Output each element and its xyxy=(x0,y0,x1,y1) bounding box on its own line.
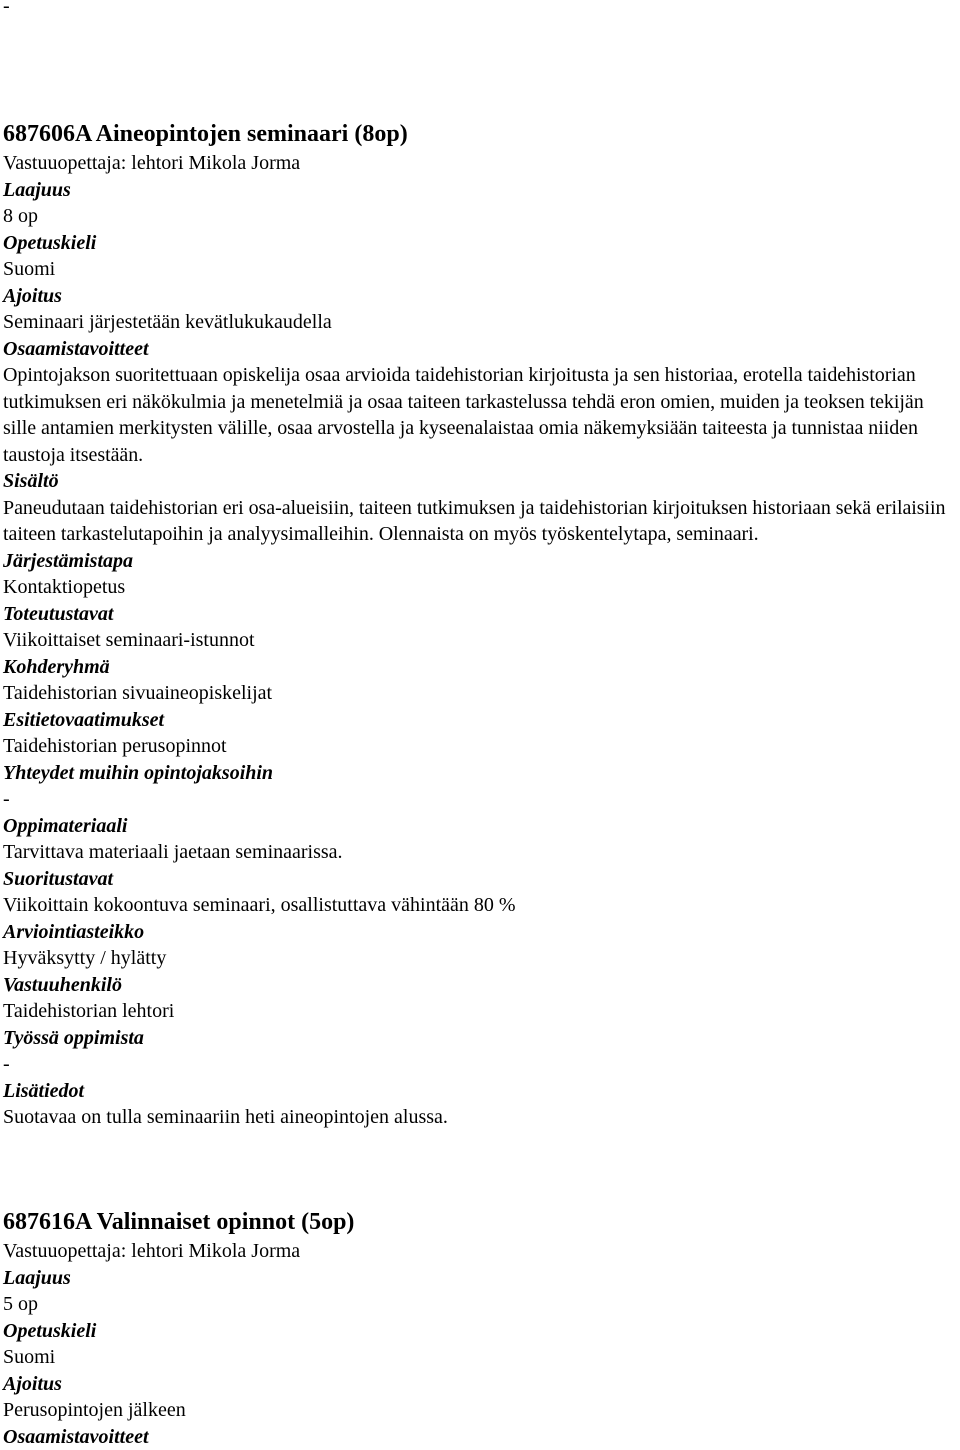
field-value-laajuus: 8 op xyxy=(3,203,957,230)
field-value-yhteydet: - xyxy=(3,786,957,813)
field-value-opetuskieli: Suomi xyxy=(3,256,957,283)
field-label-vastuuhenkilo: Vastuuhenkilö xyxy=(3,972,957,999)
course-section-687606a xyxy=(3,119,957,1131)
course-title: 687606A Aineopintojen seminaari (8op) xyxy=(3,119,957,149)
field-label-lisatiedot: Lisätiedot xyxy=(3,1078,957,1105)
responsible-teacher: Vastuuopettaja: lehtori Mikola Jorma xyxy=(3,150,957,177)
field-label-laajuus: Laajuus xyxy=(3,1265,957,1292)
field-value-opetuskieli: Suomi xyxy=(3,1344,957,1371)
field-label-ajoitus: Ajoitus xyxy=(3,283,957,310)
page-top-dash: - xyxy=(3,0,10,20)
field-label-arviointiasteikko: Arviointiasteikko xyxy=(3,919,957,946)
field-value-lisatiedot: Suotavaa on tulla seminaariin heti aineopintojen alussa. xyxy=(3,1104,957,1131)
field-label-osaamistavoitteet: Osaamistavoitteet xyxy=(3,336,957,363)
field-value-osaamistavoitteet: Opintojakson suoritettuaan opiskelija osaa arvioida taidehistorian kirjoitusta ja sen historiaa, erotella taidehistorian tutkimuksen eri näkökulmia ja menetelmiä ja osaa taiteen tarkastelussa tehdä eron omien, muiden ja teoksen tekijän sille antamien merkitysten välille, osaa arvostella ja kyseenalaistaa omia näkemyksiään taiteesta ja tunnistaa niiden taustoja itsestään. xyxy=(3,362,957,468)
field-label-suoritustavat: Suoritustavat xyxy=(3,866,957,893)
field-label-osaamistavoitteet: Osaamistavoitteet xyxy=(3,1424,957,1450)
field-value-ajoitus: Perusopintojen jälkeen xyxy=(3,1397,957,1424)
field-label-esitietovaatimukset: Esitietovaatimukset xyxy=(3,707,957,734)
field-value-jarjestamistapa: Kontaktiopetus xyxy=(3,574,957,601)
field-value-sisalto: Paneudutaan taidehistorian eri osa-alueisiin, taiteen tutkimuksen ja taidehistorian kirjoituksen historiaan sekä erilaisiin taiteen tarkastelutapoihin ja analyysimalleihin. Olennaista on myös työskentelytapa, seminaari. xyxy=(3,495,957,548)
field-value-esitietovaatimukset: Taidehistorian perusopinnot xyxy=(3,733,957,760)
field-label-kohderyhma: Kohderyhmä xyxy=(3,654,957,681)
field-value-vastuuhenkilo: Taidehistorian lehtori xyxy=(3,998,957,1025)
field-value-oppimateriaali: Tarvittava materiaali jaetaan seminaarissa. xyxy=(3,839,957,866)
field-value-suoritustavat: Viikoittain kokoontuva seminaari, osallistuttava vähintään 80 % xyxy=(3,892,957,919)
field-value-ajoitus: Seminaari järjestetään kevätlukukaudella xyxy=(3,309,957,336)
field-value-kohderyhma: Taidehistorian sivuaineopiskelijat xyxy=(3,680,957,707)
course-title: 687616A Valinnaiset opinnot (5op) xyxy=(3,1207,957,1237)
field-label-jarjestamistapa: Järjestämistapa xyxy=(3,548,957,575)
course-section-687616a xyxy=(3,1207,957,1450)
field-value-toteutustavat: Viikoittaiset seminaari-istunnot xyxy=(3,627,957,654)
field-value-arviointiasteikko: Hyväksytty / hylätty xyxy=(3,945,957,972)
field-label-laajuus: Laajuus xyxy=(3,177,957,204)
field-label-yhteydet: Yhteydet muihin opintojaksoihin xyxy=(3,760,957,787)
field-label-toteutustavat: Toteutustavat xyxy=(3,601,957,628)
field-label-opetuskieli: Opetuskieli xyxy=(3,230,957,257)
field-label-opetuskieli: Opetuskieli xyxy=(3,1318,957,1345)
field-label-oppimateriaali: Oppimateriaali xyxy=(3,813,957,840)
responsible-teacher: Vastuuopettaja: lehtori Mikola Jorma xyxy=(3,1238,957,1265)
field-label-tyossa-oppimista: Työssä oppimista xyxy=(3,1025,957,1052)
field-label-sisalto: Sisältö xyxy=(3,468,957,495)
field-value-laajuus: 5 op xyxy=(3,1291,957,1318)
field-label-ajoitus: Ajoitus xyxy=(3,1371,957,1398)
field-value-tyossa-oppimista: - xyxy=(3,1051,957,1078)
